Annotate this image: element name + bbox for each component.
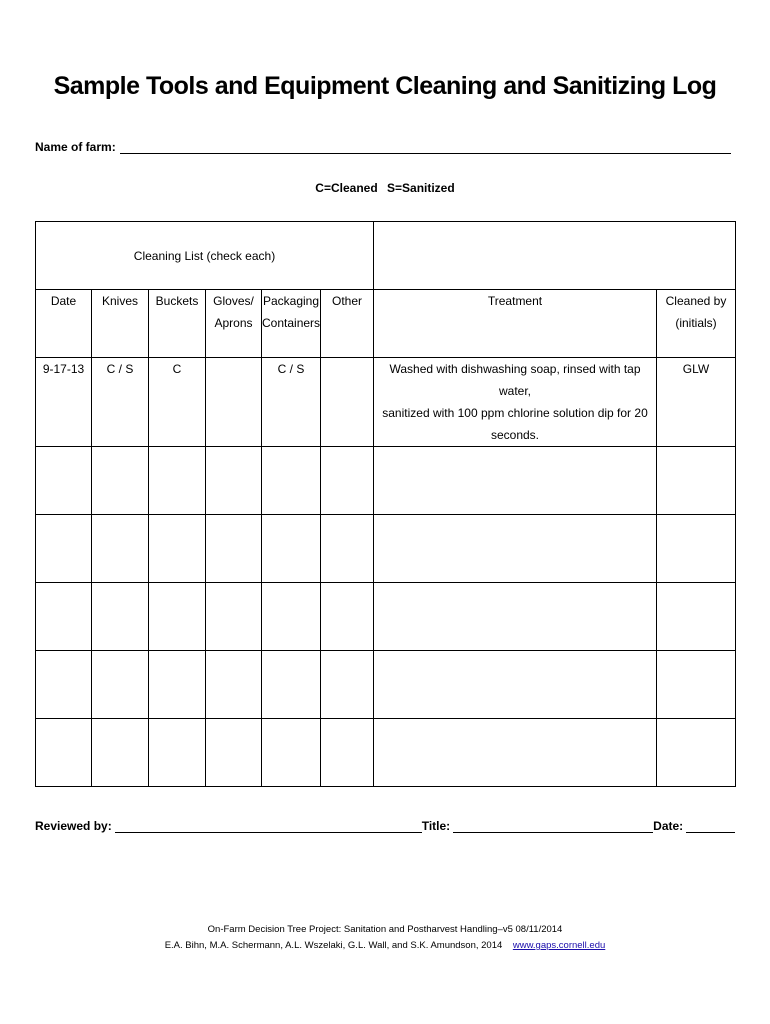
cell-empty[interactable] (92, 651, 149, 719)
cell-empty[interactable] (92, 719, 149, 787)
blank-header-cell (374, 222, 736, 290)
cell-empty[interactable] (321, 515, 374, 583)
cell-empty[interactable] (321, 719, 374, 787)
table-row (36, 583, 736, 651)
farm-name-field[interactable] (120, 139, 731, 154)
cell-date[interactable]: 9-17-13 (36, 358, 92, 447)
table-row (36, 719, 736, 787)
footer-authors: E.A. Bihn, M.A. Schermann, A.L. Wszelaki, G.L. Wall, and S.K. Amundson, 2014 (164, 940, 503, 951)
treatment-line2: sanitized with 100 ppm chlorine solution dip for 20 seconds. (382, 406, 648, 442)
cell-empty[interactable] (321, 651, 374, 719)
legend (0, 181, 770, 195)
cell-empty[interactable] (262, 583, 321, 651)
cell-empty[interactable] (657, 515, 736, 583)
cell-empty[interactable] (374, 651, 657, 719)
col-other: Other (321, 290, 374, 358)
cell-empty[interactable] (206, 447, 262, 515)
cell-empty[interactable] (262, 447, 321, 515)
cell-empty[interactable] (262, 515, 321, 583)
table-header-row (36, 290, 736, 358)
table-row (36, 651, 736, 719)
col-packaging-containers (262, 290, 321, 358)
cell-empty[interactable] (374, 719, 657, 787)
cell-empty[interactable] (149, 515, 206, 583)
review-row (35, 815, 735, 833)
cell-empty[interactable] (36, 515, 92, 583)
col-cleaned-by-line1: Cleaned by (665, 294, 727, 308)
cell-empty[interactable] (36, 447, 92, 515)
col-gloves-aprons (206, 290, 262, 358)
page-title: Sample Tools and Equipment Cleaning and Sanitizing Log (53, 72, 717, 100)
cell-empty[interactable] (92, 583, 149, 651)
review-title-label: Title: (421, 819, 451, 833)
table-row (36, 447, 736, 515)
col-gloves-line1: Gloves/ (213, 294, 254, 308)
col-packaging-line1: Packaging (262, 294, 320, 308)
reviewed-by-field[interactable] (115, 818, 422, 833)
col-cleaned-by (657, 290, 736, 358)
cell-empty[interactable] (149, 583, 206, 651)
cell-empty[interactable] (206, 651, 262, 719)
cell-empty[interactable] (374, 515, 657, 583)
col-buckets: Buckets (149, 290, 206, 358)
cell-empty[interactable] (149, 447, 206, 515)
table-row (36, 358, 736, 447)
review-date-field[interactable] (686, 818, 735, 833)
footer-link[interactable]: www.gaps.cornell.edu (512, 940, 606, 951)
treatment-line1: Washed with dishwashing soap, rinsed with tap water, (389, 362, 641, 398)
table-row (36, 515, 736, 583)
cell-empty[interactable] (657, 719, 736, 787)
col-gloves-line2: Aprons (214, 316, 253, 330)
col-date: Date (36, 290, 92, 358)
cell-empty[interactable] (36, 583, 92, 651)
cell-knives[interactable]: C / S (92, 358, 149, 447)
cell-packaging[interactable]: C / S (262, 358, 321, 447)
cell-empty[interactable] (149, 719, 206, 787)
cell-buckets[interactable]: C (149, 358, 206, 447)
reviewed-by-label: Reviewed by: (35, 819, 112, 833)
farm-name-row (35, 136, 731, 154)
cell-empty[interactable] (262, 651, 321, 719)
cell-gloves[interactable] (206, 358, 262, 447)
cell-empty[interactable] (657, 447, 736, 515)
table-group-header-row (36, 222, 736, 290)
cell-empty[interactable] (321, 583, 374, 651)
cell-empty[interactable] (321, 447, 374, 515)
cell-empty[interactable] (206, 515, 262, 583)
cleaning-log-table (35, 221, 736, 787)
col-treatment: Treatment (374, 290, 657, 358)
cleaning-list-header: Cleaning List (check each) (36, 222, 374, 290)
col-knives: Knives (92, 290, 149, 358)
cell-empty[interactable] (36, 651, 92, 719)
legend-sanitized: S=Sanitized (387, 181, 455, 195)
legend-cleaned: C=Cleaned (315, 181, 378, 195)
col-packaging-line2: Containers (262, 316, 321, 330)
cell-empty[interactable] (36, 719, 92, 787)
cell-cleaned-by[interactable]: GLW (657, 358, 736, 447)
cell-empty[interactable] (149, 651, 206, 719)
cell-other[interactable] (321, 358, 374, 447)
footer (0, 922, 770, 954)
cell-empty[interactable] (374, 583, 657, 651)
cell-empty[interactable] (92, 447, 149, 515)
cell-empty[interactable] (206, 719, 262, 787)
review-title-field[interactable] (453, 818, 653, 833)
cell-empty[interactable] (657, 583, 736, 651)
farm-name-label: Name of farm: (35, 140, 116, 154)
cell-empty[interactable] (206, 583, 262, 651)
cell-empty[interactable] (262, 719, 321, 787)
col-cleaned-by-line2: (initials) (675, 316, 717, 330)
cell-empty[interactable] (657, 651, 736, 719)
footer-line1: On-Farm Decision Tree Project: Sanitation and Postharvest Handling–v5 08/11/2014 (207, 924, 563, 935)
cell-empty[interactable] (92, 515, 149, 583)
cell-treatment[interactable] (374, 358, 657, 447)
cell-empty[interactable] (374, 447, 657, 515)
review-date-label: Date: (653, 819, 684, 833)
footer-line2 (0, 938, 770, 954)
